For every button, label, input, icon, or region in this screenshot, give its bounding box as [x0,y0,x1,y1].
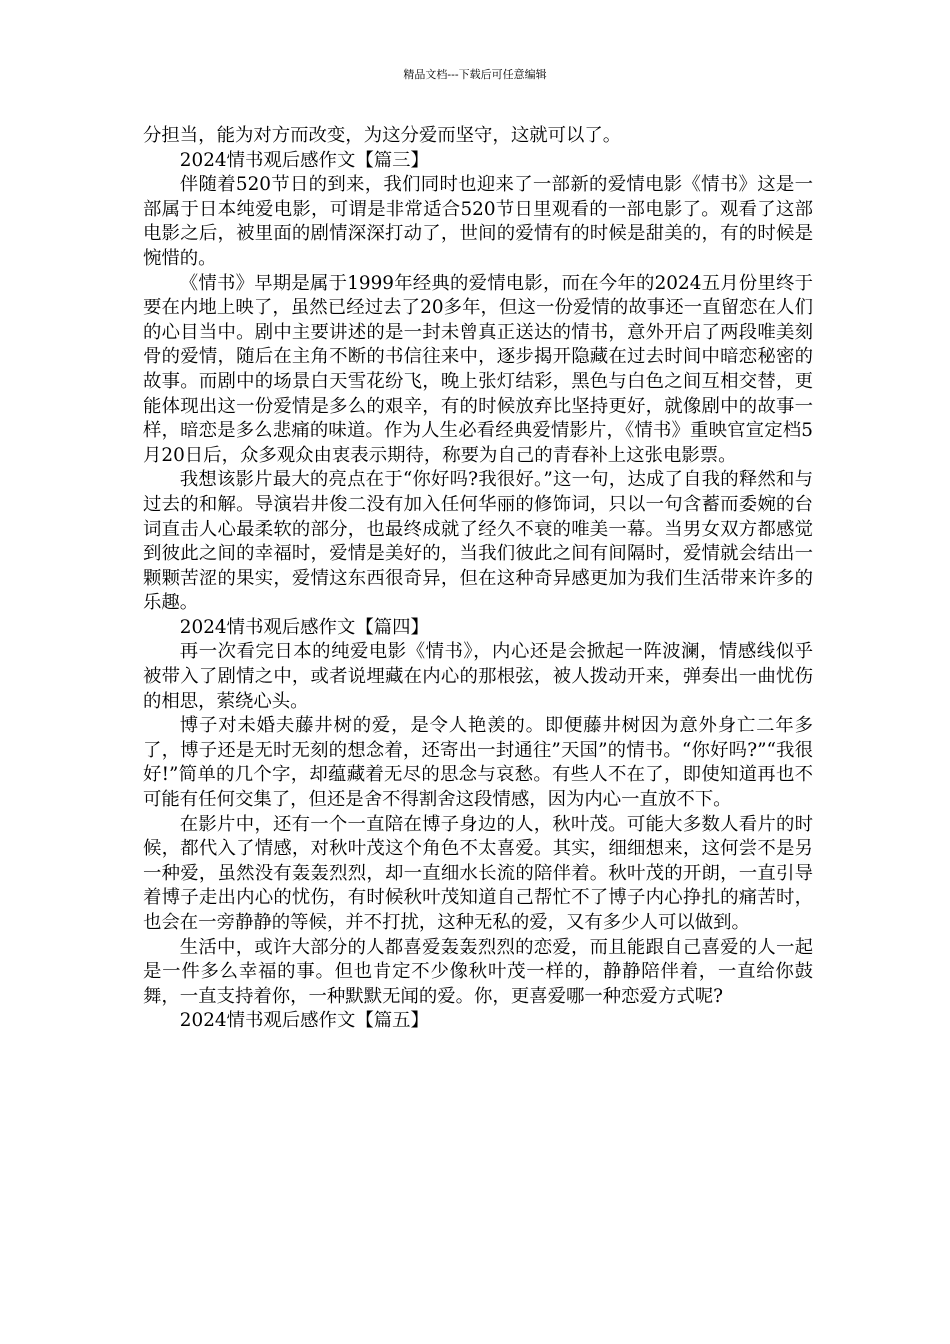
paragraph: 我想该影片最大的亮点在于“你好吗?我很好。”这一句，达成了自我的释然和与过去的和解。导演岩井俊二没有加入任何华丽的修饰词，只以一句含蓄而委婉的台词直击人心最柔软的部分，也最终成就了经久不衰的唯美一幕。当男女双方都感觉到彼此之间的幸福时，爱情是美好的，当我们彼此之间有间隔时，爱情就会结出一颗颗苦涩的果实，爱情这东西很奇异，但在这种奇异感更加为我们生活带来许多的乐趣。 [143,469,813,614]
paragraph: 《情书》早期是属于1999年经典的爱情电影，而在今年的2024五月份里终于要在内地上映了，虽然已经过去了20多年，但这一份爱情的故事还一直留恋在人们的心目当中。剧中主要讲述的是一封未曾真正送达的情书，意外开启了两段唯美刻骨的爱情，随后在主角不断的书信往来中，逐步揭开隐藏在过去时间中暗恋秘密的故事。而剧中的场景白天雪花纷飞，晚上张灯结彩，黑色与白色之间互相交替，更能体现出这一份爱情是多么的艰辛，有的时候放弃比坚持更好，就像剧中的故事一样，暗恋是多么悲痛的味道。作为人生必看经典爱情影片，《情书》重映官宣定档5月20日后，众多观众由衷表示期待，称要为自己的青春补上这张电影票。 [143,272,813,466]
paragraph: 博子对未婚夫藤井树的爱，是令人艳羡的。即便藤井树因为意外身亡二年多了，博子还是无时无刻的想念着，还寄出一封通往”天国”的情书。“你好吗?”“我很好!”简单的几个字，却蕴藏着无尽的思念与哀愁。有些人不在了，即使知道再也不可能有任何交集了，但还是舍不得割舍这段情感，因为内心一直放不下。 [143,715,813,811]
section-heading-part5: 2024情书观后感作文【篇五】 [179,1010,429,1032]
page-header: 精品文档---下载后可任意编辑 [403,68,547,81]
document-body [143,124,813,1034]
paragraph-continuation: 分担当，能为对方而改变，为这分爱而坚守，这就可以了。 [143,125,622,146]
section-heading-part4: 2024情书观后感作文【篇四】 [179,616,429,638]
paragraph: 生活中，或许大部分的人都喜爱轰轰烈烈的恋爱，而且能跟自己喜爱的人一起是一件多么幸福的事。但也肯定不少像秋叶茂一样的，静静陪伴着，一直给你鼓舞，一直支持着你，一种默默无闻的爱。你，更喜爱哪一种恋爱方式呢? [143,936,813,1007]
paragraph: 在影片中，还有一个一直陪在博子身边的人，秋叶茂。可能大多数人看片的时候，都代入了情感，对秋叶茂这个角色不太喜爱。其实，细细想来，这何尝不是另一种爱，虽然没有轰轰烈烈，却一直细水长流的陪伴着。秋叶茂的开朗，一直引导着博子走出内心的忧伤，有时候秋叶茂知道自己帮忙不了博子内心挣扎的痛苦时，也会在一旁静静的等候，并不打扰，这种无私的爱，又有多少人可以做到。 [143,813,813,933]
paragraph: 伴随着520节日的到来，我们同时也迎来了一部新的爱情电影《情书》这是一部属于日本纯爱电影，可谓是非常适合520节日里观看的一部电影了。观看了这部电影之后，被里面的剧情深深打动了，世间的爱情有的时候是甜美的，有的时候是惋惜的。 [143,174,813,269]
paragraph: 再一次看完日本的纯爱电影《情书》，内心还是会掀起一阵波澜，情感线似乎被带入了剧情之中，或者说埋藏在内心的那根弦，被人拨动开来，弹奏出一曲忧伤的相思，萦绕心头。 [143,641,813,712]
section-heading-part3: 2024情书观后感作文【篇三】 [179,149,429,171]
